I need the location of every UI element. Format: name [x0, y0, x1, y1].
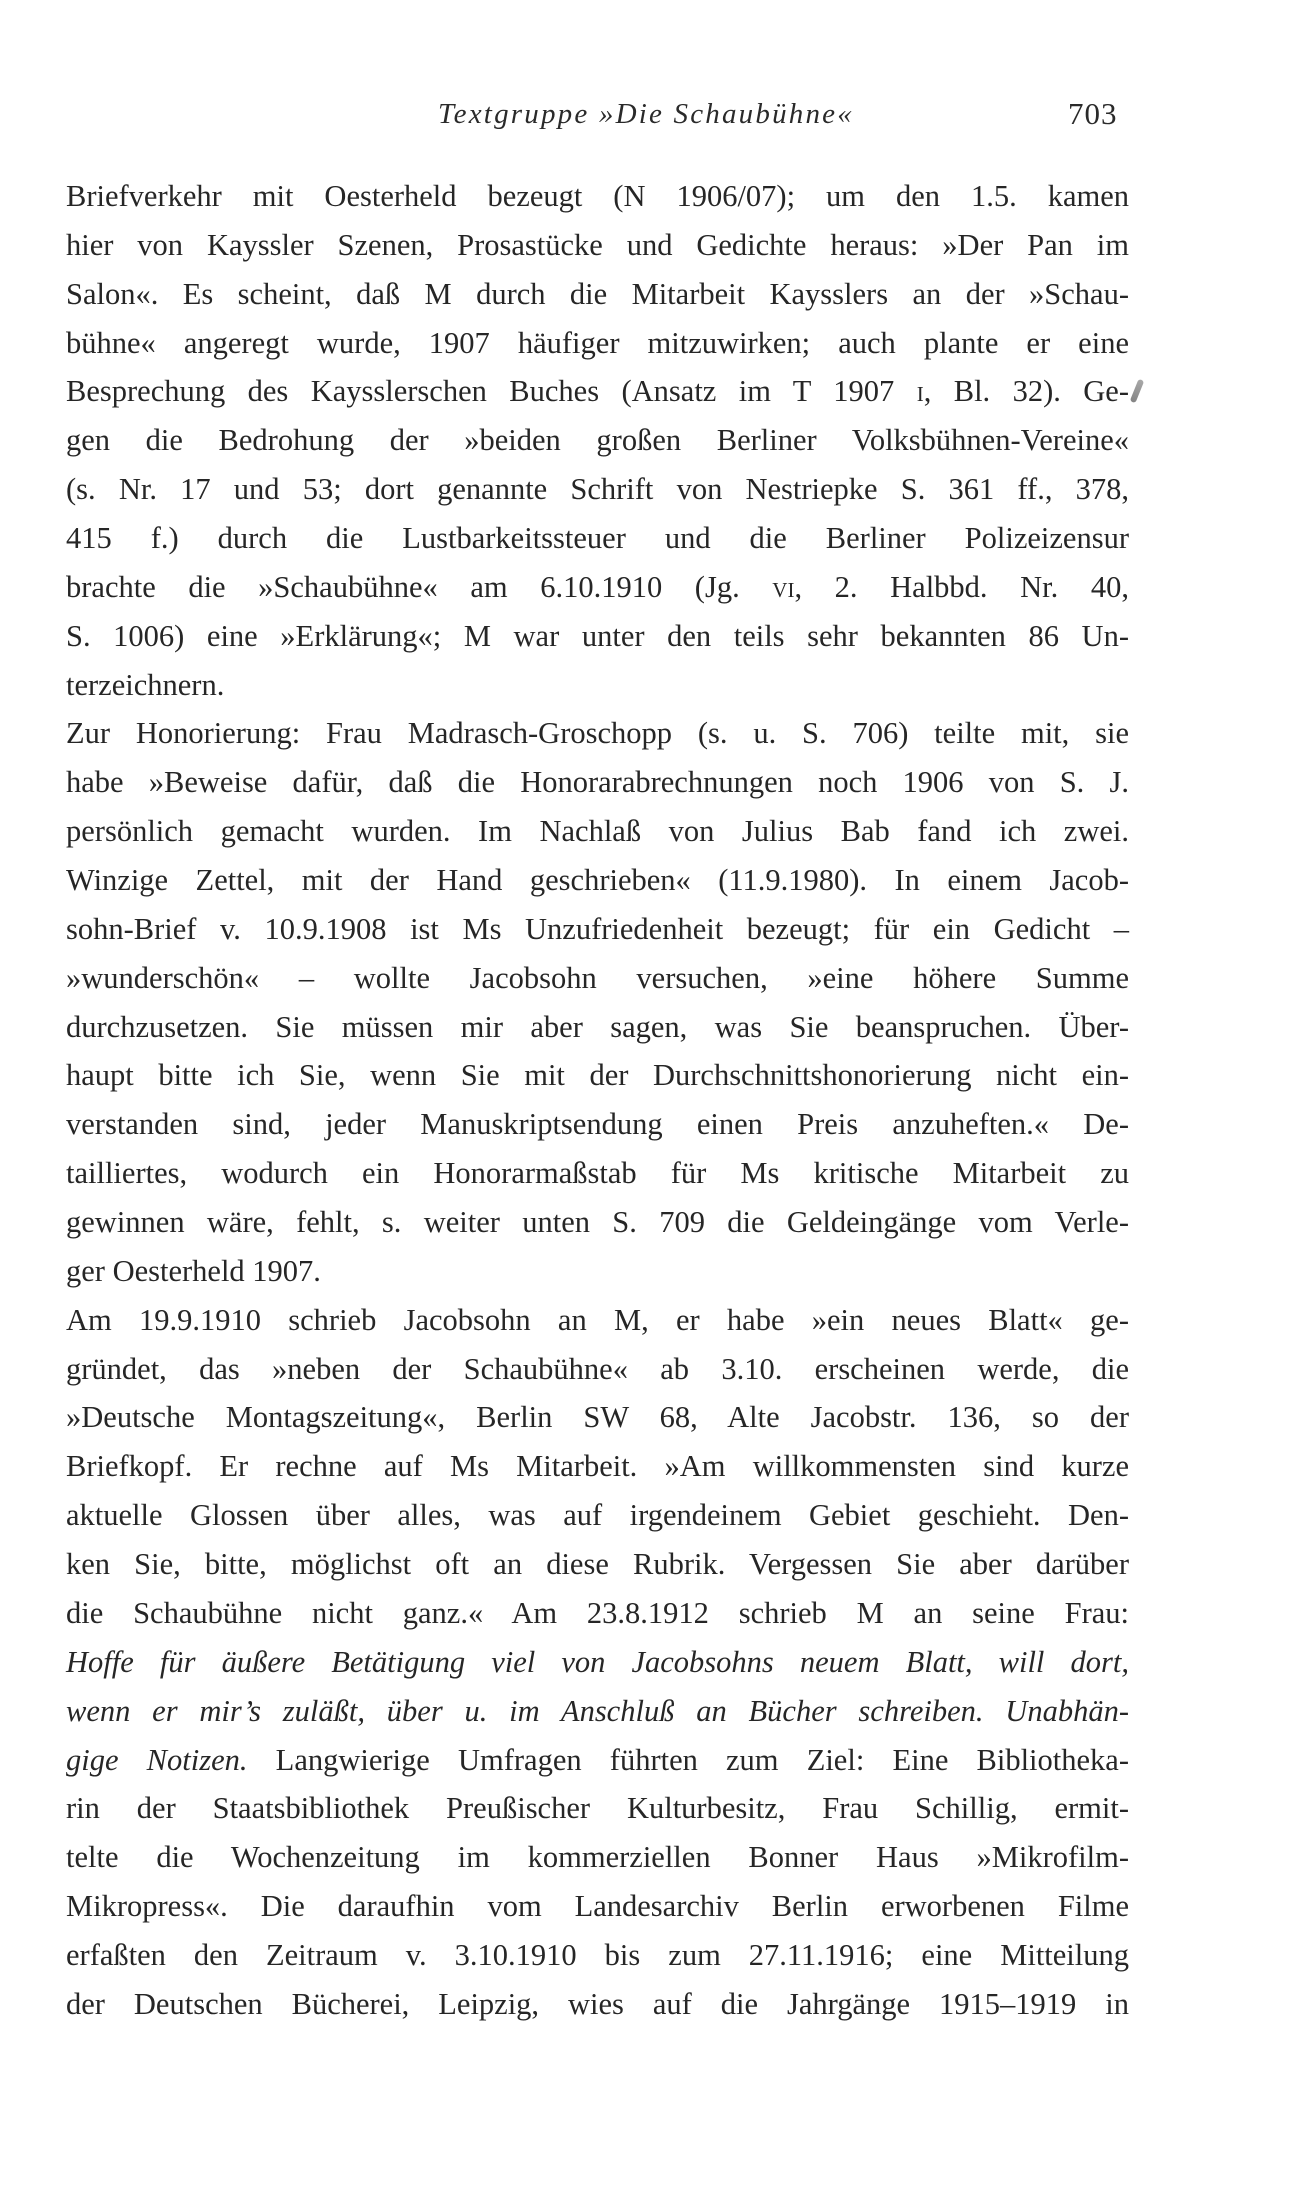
text-segment: Briefverkehr mit Oesterheld bezeugt (N 1906/07); um den 1.5. kamen: [66, 179, 1129, 213]
text-segment: ken Sie, bitte, möglichst oft an diese Rubrik. Vergessen Sie aber darüber: [66, 1547, 1129, 1582]
text-segment: Langwierige Umfragen führten zum Ziel: Eine Bibliotheka-: [247, 1742, 1129, 1777]
running-head-title: Textgruppe »Die Schaubühne«: [438, 98, 854, 130]
text-line: [66, 516, 1129, 565]
text-line: [66, 369, 1129, 418]
pencil-mark-icon: [1130, 379, 1145, 404]
text-line: [66, 1298, 1129, 1347]
text-line: [66, 467, 1129, 516]
text-segment: aktuelle Glossen über alles, was auf irgendeinem Gebiet geschieht. Den-: [66, 1498, 1129, 1533]
text-line: [66, 1835, 1129, 1884]
text-line: [66, 1395, 1129, 1444]
text-segment: brachte die »Schaubühne« am 6.10.1910 (Jg.: [66, 569, 773, 604]
text-segment: haupt bitte ich Sie, wenn Sie mit der Durchschnittshonorierung nicht ein-: [66, 1058, 1129, 1093]
text-segment: Am 19.9.1910 schrieb Jacobsohn an M, er habe »ein neues Blatt« ge-: [66, 1302, 1129, 1337]
text-segment: bühne« angeregt wurde, 1907 häufiger mitzuwirken; auch plante er eine: [66, 325, 1129, 360]
text-line: [66, 418, 1129, 467]
text-line: [66, 1591, 1129, 1640]
text-line: [66, 858, 1129, 907]
text-segment: sohn-Brief v. 10.9.1908 ist Ms Unzufriedenheit bezeugt; für ein Gedicht –: [66, 911, 1129, 946]
text-segment: durchzusetzen. Sie müssen mir aber sagen, was Sie beanspruchen. Über-: [66, 1009, 1129, 1044]
text-segment: »wunderschön« – wollte Jacobsohn versuchen, »eine höhere Summe: [66, 960, 1129, 995]
text-segment: die Schaubühne nicht ganz.« Am 23.8.1912 schrieb M an seine Frau:: [66, 1595, 1129, 1630]
text-segment: S. 1006) eine »Erklärung«; M war unter den teils sehr bekannten 86 Un-: [66, 618, 1129, 653]
text-segment: verstanden sind, jeder Manuskriptsendung einen Preis anzuheften.« De-: [66, 1107, 1129, 1142]
text-segment: gewinnen wäre, fehlt, s. weiter unten S. 709 die Geldeingänge vom Verle-: [66, 1205, 1129, 1240]
text-line: [66, 1493, 1129, 1542]
body-text: [66, 174, 1129, 2031]
text-segment: erfaßten den Zeitraum v. 3.10.1910 bis zum 27.11.1916; eine Mitteilung: [66, 1937, 1129, 1972]
text-line: [66, 1347, 1129, 1396]
text-line: [66, 1151, 1129, 1200]
text-line: [66, 1542, 1129, 1591]
text-line: [66, 760, 1129, 809]
text-segment: »Deutsche Montagszeitung«, Berlin SW 68, Alte Jacobstr. 136, so der: [66, 1400, 1129, 1435]
text-line: [66, 1738, 1129, 1787]
text-line: [66, 1689, 1129, 1738]
text-line: [66, 272, 1129, 321]
text-line: [66, 663, 1129, 712]
text-segment: tailliertes, wodurch ein Honorarmaßstab für Ms kritische Mitarbeit zu: [66, 1156, 1129, 1191]
text-segment: gen die Bedrohung der »beiden großen Berliner Volksbühnen-Vereine«: [66, 423, 1129, 458]
text-segment: Zur Honorierung: Frau Madrasch-Groschopp (s. u. S. 706) teilte mit, sie: [66, 716, 1129, 751]
text-segment: rin der Staatsbibliothek Preußischer Kulturbesitz, Frau Schillig, ermit-: [66, 1791, 1129, 1826]
text-segment: (s. Nr. 17 und 53; dort genannte Schrift von Nestriepke S. 361 ff., 378,: [66, 472, 1129, 507]
text-line: [66, 1640, 1129, 1689]
text-segment: 415 f.) durch die Lustbarkeitssteuer und die Berliner Polizeizensur: [66, 521, 1129, 556]
text-segment: Winzige Zettel, mit der Hand geschrieben« (11.9.1980). In einem Jacob-: [66, 863, 1129, 898]
text-line: [66, 711, 1129, 760]
text-line: [66, 1005, 1129, 1054]
text-segment: , 2. Halbbd. Nr. 40,: [794, 569, 1129, 604]
text-segment: hier von Kayssler Szenen, Prosastücke und Gedichte heraus: »Der Pan im: [66, 227, 1129, 262]
text-segment: gründet, das »neben der Schaubühne« ab 3.10. erscheinen werde, die: [66, 1351, 1129, 1386]
text-segment: Briefkopf. Er rechne auf Ms Mitarbeit. »Am willkommensten sind kurze: [66, 1449, 1129, 1484]
text-segment: , Bl. 32). Ge-: [923, 374, 1129, 409]
text-line: [66, 1444, 1129, 1493]
text-line: [66, 907, 1129, 956]
text-segment: der Deutschen Bücherei, Leipzig, wies auf die Jahrgänge 1915–1919 in: [66, 1986, 1129, 2021]
text-line: [66, 614, 1129, 663]
text-line: [66, 321, 1129, 370]
italic-text: Hoffe für äußere Betätigung viel von Jacobsohns neuem Blatt, will dort,: [66, 1644, 1129, 1679]
text-segment: Besprechung des Kaysslerschen Buches (Ansatz im T 1907: [66, 374, 917, 409]
text-line: [66, 1102, 1129, 1151]
text-segment: Mikropress«. Die daraufhin vom Landesarchiv Berlin erworbenen Filme: [66, 1889, 1129, 1924]
text-line: [66, 1982, 1129, 2031]
italic-text: wenn er mir’s zuläßt, über u. im Anschluß an Bücher schreiben. Unabhän-: [66, 1693, 1129, 1728]
text-line: [66, 174, 1129, 223]
text-line: [66, 1200, 1129, 1249]
text-line: [66, 1884, 1129, 1933]
text-segment: persönlich gemacht wurden. Im Nachlaß von Julius Bab fand ich zwei.: [66, 814, 1129, 849]
text-line: [66, 809, 1129, 858]
text-segment: Salon«. Es scheint, daß M durch die Mitarbeit Kaysslers an der »Schau-: [66, 276, 1129, 311]
text-segment: ger Oesterheld 1907.: [66, 1253, 321, 1288]
text-line: [66, 1249, 1129, 1298]
page-number: 703: [1068, 96, 1118, 131]
text-line: [66, 1933, 1129, 1982]
italic-text: gige Notizen.: [66, 1742, 248, 1777]
text-segment: telte die Wochenzeitung im kommerziellen Bonner Haus »Mikrofilm-: [66, 1840, 1129, 1875]
small-caps-text: vi: [772, 569, 795, 604]
text-line: [66, 565, 1129, 614]
text-line: [66, 223, 1129, 272]
text-segment: terzeichnern.: [66, 667, 225, 702]
text-line: [66, 1786, 1129, 1835]
text-line: [66, 956, 1129, 1005]
text-segment: habe »Beweise dafür, daß die Honorarabrechnungen noch 1906 von S. J.: [66, 765, 1129, 800]
small-caps-text: i: [916, 374, 924, 409]
text-line: [66, 1053, 1129, 1102]
